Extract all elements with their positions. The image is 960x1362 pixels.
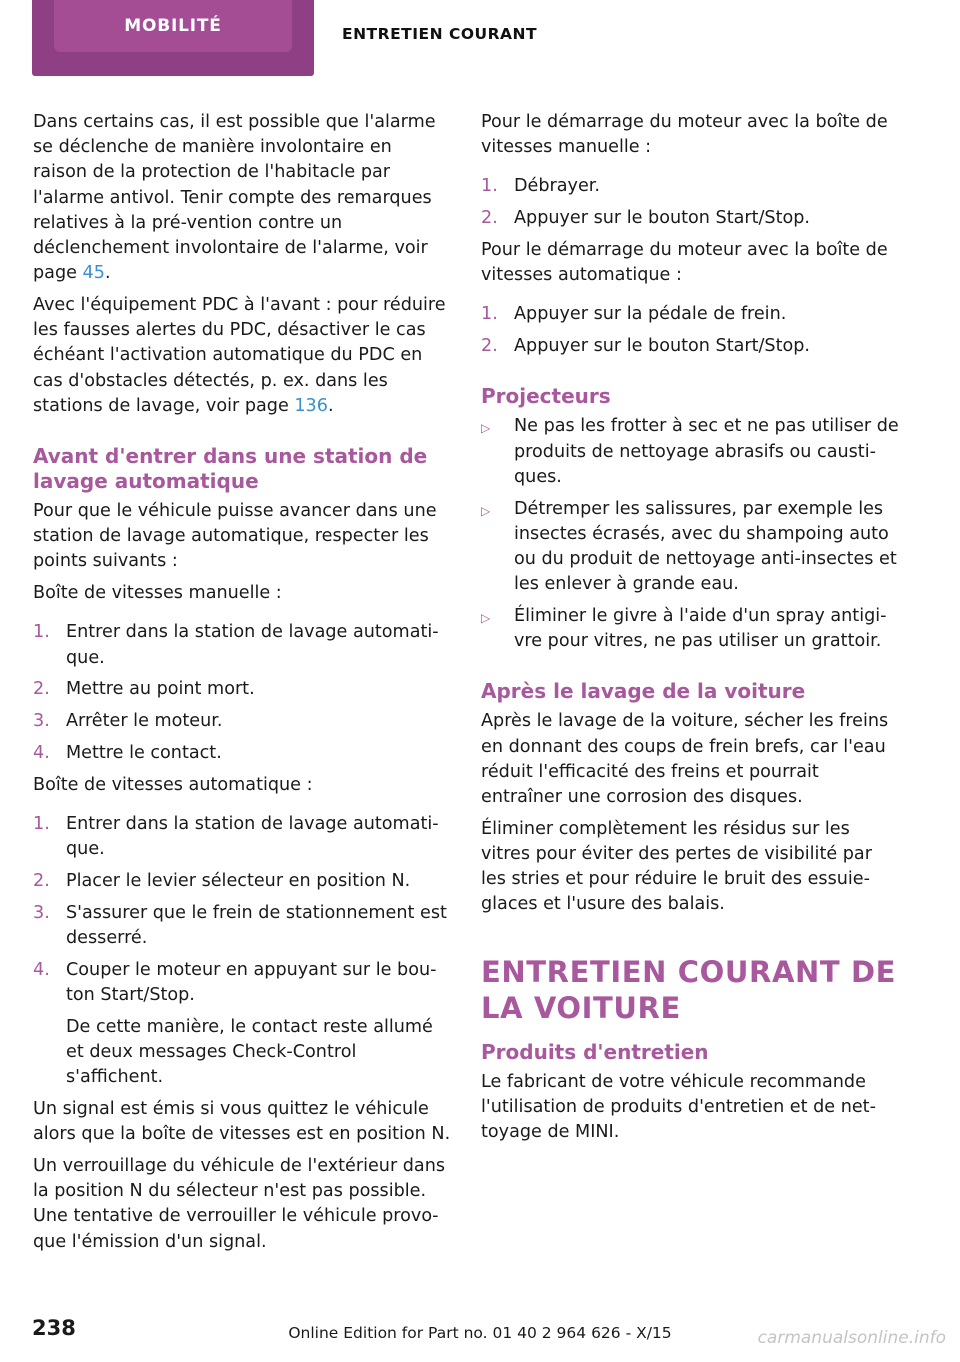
list-item: ▷ Ne pas les frotter à sec et ne pas utiliser de produits de nettoyage abrasifs ou causti‐ques. [481, 414, 901, 490]
heading-care-main: ENTRETIEN COURANT DE LA VOITURE [481, 954, 897, 1025]
page-number: 238 [32, 1316, 76, 1340]
list-item: 3. S'assurer que le frein de stationnement est desserré. [33, 902, 447, 949]
list-item: 4. Mettre le contact. [33, 743, 222, 764]
paragraph-after-wash-2: Éliminer complètement les résidus sur les vitres pour éviter des pertes de visibilité par les stries et pour réduire le bruit des essuie-glaces et l'usure des balais. [481, 818, 872, 915]
list-item: 1. Entrer dans la station de lavage automati‐que. [33, 814, 439, 860]
triangle-bullet-icon: ▷ [481, 421, 491, 436]
label-start-auto: Pour le démarrage du moteur avec la boîte de vitesses automatique : [481, 240, 888, 286]
list-item: 4. Couper le moteur en appuyant sur le bou‐ton Start/Stop. De cette manière, le contact reste allumé et deux messages Check-Control s'affichent. [33, 958, 451, 1091]
list-item: ▷ Détremper les salissures, par exemple les insectes écrasés, avec du shampoing auto ou du produit de nettoyage anti-insectes et les enlever à grande eau. [481, 497, 901, 598]
list-item: 2. Appuyer sur le bouton Start/Stop. [481, 208, 811, 229]
list-item: 2. Appuyer sur le bouton Start/Stop. [481, 336, 811, 357]
page-ref-45[interactable]: 45 [82, 263, 105, 284]
heading-car-wash: Avant d'entrer dans une station de lavage automatique [33, 444, 428, 494]
label-start-manual: Pour le démarrage du moteur avec la boîte de vitesses manuelle : [481, 112, 888, 158]
right-column [481, 110, 901, 1152]
list-item: 3. Arrêter le moteur. [33, 711, 223, 732]
paragraph-locking: Un verrouillage du véhicule de l'extérieur dans la position N du sélecteur n'est pas possible. Une tentative de verrouiller le véhicule provo‐que l'émission d'un signal. [33, 1156, 446, 1252]
label-manual-gearbox: Boîte de vitesses manuelle : [33, 583, 282, 604]
projector-bullets [481, 414, 901, 654]
paragraph-after-wash-1: Après le lavage de la voiture, sécher les freins en donnant des coups de frein brefs, car l'eau réduit l'efficacité des freins et pourrait entraîner une corrosion des disques. [481, 711, 889, 808]
watermark: carmanualsonline.info [757, 1328, 946, 1348]
start-auto-list [481, 302, 901, 359]
step-note: De cette manière, le contact reste allumé et deux messages Check-Control s'affichent. [66, 1016, 433, 1088]
list-item: 2. Mettre au point mort. [33, 679, 255, 700]
triangle-bullet-icon: ▷ [481, 611, 491, 626]
paragraph-care-products: Le fabricant de votre véhicule recommande l'utilisation de produits d'entretien et de net‐toyage de MINI. [481, 1071, 876, 1143]
page-ref-136[interactable]: 136 [294, 395, 328, 416]
paragraph-signal: Un signal est émis si vous quittez le véhicule alors que la boîte de vitesses est en position N. [33, 1099, 451, 1145]
start-manual-list [481, 174, 901, 231]
chapter-tab [32, 0, 314, 76]
footer-edition: Online Edition for Part no. 01 40 2 964 626 - X/15 [288, 1324, 672, 1342]
chapter-tab-label: MOBILITÉ [54, 0, 292, 52]
manual-steps-list [33, 620, 451, 766]
list-item: 1. Entrer dans la station de lavage automati‐que. [33, 622, 439, 668]
list-item: 2. Placer le levier sélecteur en position N. [33, 871, 411, 892]
paragraph-car-wash-intro: Pour que le véhicule puisse avancer dans une station de lavage automatique, respecter les points suivants : [33, 501, 437, 572]
list-item: 1. Débrayer. [481, 176, 601, 197]
heading-projectors: Projecteurs [481, 384, 611, 409]
triangle-bullet-icon: ▷ [481, 503, 491, 518]
list-item: ▷ Éliminer le givre à l'aide d'un spray antigi‐vre pour vitres, ne pas utiliser un grattoir. [481, 604, 901, 654]
left-column [33, 110, 451, 1261]
paragraph-alarm: Dans certains cas, il est possible que l'alarme se déclenche de manière involontaire en raison de la protection de l'habitacle par l'alarme antivol. Tenir compte des remarques relatives à la pré‐vention contre un déclenchement involontaire de l'alarme, voir page 45. [33, 112, 436, 284]
section-title: ENTRETIEN COURANT [342, 25, 538, 43]
list-item: 1. Appuyer sur la pédale de frein. [481, 304, 787, 325]
heading-after-wash: Après le lavage de la voiture [481, 679, 806, 704]
heading-care-products: Produits d'entretien [481, 1039, 709, 1064]
auto-steps-list [33, 812, 451, 1090]
paragraph-pdc: Avec l'équipement PDC à l'avant : pour réduire les fausses alertes du PDC, désactiver le cas échéant l'activation automatique du PDC en cas d'obstacles détectés, p. ex. dans les stations de lavage, voir page 136. [33, 295, 446, 416]
label-auto-gearbox: Boîte de vitesses automatique : [33, 774, 313, 795]
